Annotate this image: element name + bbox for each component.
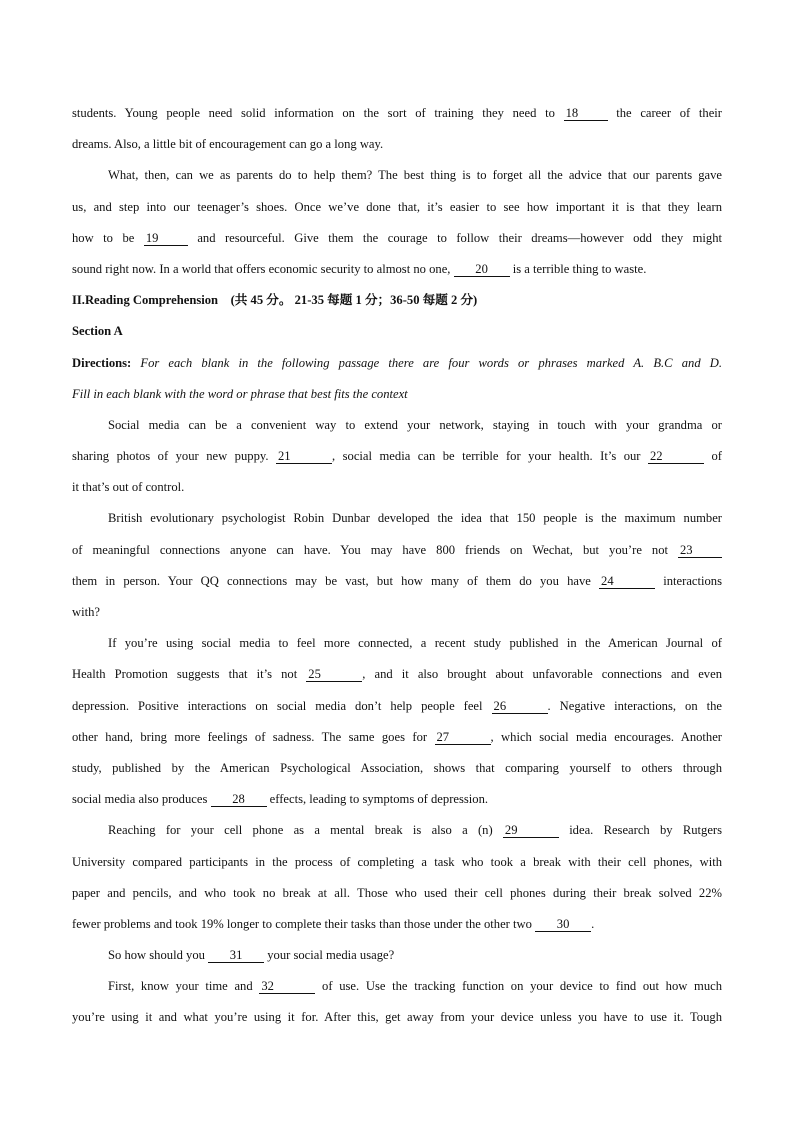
passage-line — [72, 535, 722, 566]
passage-line — [72, 659, 722, 690]
passage-line — [72, 566, 722, 597]
blank-31: 31 — [208, 948, 264, 963]
passage-line — [72, 98, 722, 129]
blank-32: 32 — [259, 979, 315, 994]
blank-28: 28 — [211, 792, 267, 807]
section-heading — [72, 285, 722, 316]
text: University compared participants in the process of completing a task who took a break with their cell phones, with — [72, 854, 722, 869]
text: Health Promotion suggests that it’s not — [72, 667, 298, 682]
blank-29: 29 — [503, 823, 559, 838]
text: , and it also brought about unfavorable connections and even — [362, 667, 722, 682]
passage-line — [72, 472, 722, 503]
passage-line — [72, 160, 722, 191]
text: . Negative interactions, on the — [547, 698, 722, 713]
blank-18: 18 — [564, 106, 608, 121]
passage-line — [72, 441, 722, 472]
text: Social media can be a convenient way to extend your network, staying in touch with your grandma or — [108, 417, 722, 432]
blank-23: 23 — [678, 543, 722, 558]
text: it that’s out of control. — [72, 480, 185, 495]
text: idea. Research by Rutgers — [569, 823, 722, 838]
text: your social media usage? — [267, 948, 395, 963]
text: us, and step into our teenager’s shoes. Once we’ve done that, it’s easier to see how important it is that they learn — [72, 199, 722, 214]
text: study, published by the American Psychological Association, shows that comparing yourself to others through — [72, 760, 722, 775]
text: students. Young people need solid information on the sort of training they need to — [72, 106, 555, 120]
blank-26: 26 — [492, 699, 548, 714]
passage-line — [72, 223, 722, 254]
passage-line — [72, 192, 722, 223]
text: What, then, can we as parents do to help them? The best thing is to forget all the advice that our parents gave — [108, 168, 722, 183]
text: If you’re using social media to feel more connected, a recent study published in the American Journal of — [108, 636, 722, 651]
directions-line — [72, 348, 722, 379]
text: of meaningful connections anyone can have. You may have 800 friends on Wechat, but you’re not — [72, 542, 668, 557]
text: paper and pencils, and who took no break at all. Those who used their cell phones during their break solved 22% — [72, 885, 722, 900]
text: effects, leading to symptoms of depression. — [269, 792, 489, 807]
text: depression. Positive interactions on social media don’t help people feel — [72, 698, 483, 713]
section-title: II.Reading Comprehension (共 45 分。 21-35 每题 1 分；36-50 每题 2 分) — [72, 293, 478, 308]
blank-24: 24 — [599, 574, 655, 589]
text: the career of their — [616, 106, 722, 120]
directions-text: For each blank in the following passage there are four words or phrases marked A. B.C and D. — [140, 355, 722, 370]
passage-line — [72, 129, 722, 160]
blank-19: 19 — [144, 231, 188, 246]
passage-line — [72, 784, 722, 815]
text: fewer problems and took 19% longer to complete their tasks than those under the other two — [72, 916, 532, 931]
passage-line — [72, 628, 722, 659]
passage-line — [72, 847, 722, 878]
text: with? — [72, 605, 100, 619]
text: . — [591, 916, 595, 931]
blank-27: 27 — [435, 730, 491, 745]
passage-line — [72, 1002, 722, 1033]
passage-line — [72, 503, 722, 534]
text: dreams. Also, a little bit of encouragement can go a long way. — [72, 137, 384, 152]
passage-line — [72, 597, 722, 628]
passage-line — [72, 971, 722, 1002]
section-subheading — [72, 316, 722, 347]
blank-25: 25 — [306, 667, 362, 682]
text: , social media can be terrible for your health. It’s our — [332, 449, 641, 464]
document-page — [72, 98, 722, 1034]
text: how to be — [72, 230, 135, 245]
text: and resourceful. Give them the courage to follow their dreams—however odd they might — [197, 230, 722, 245]
passage-line — [72, 815, 722, 846]
text: is a terrible thing to waste. — [512, 261, 647, 276]
blank-21: 21 — [276, 449, 332, 464]
passage-line — [72, 940, 722, 971]
text: sound right now. In a world that offers economic security to almost no one, — [72, 261, 451, 276]
passage-line — [72, 753, 722, 784]
text: sharing photos of your new puppy. — [72, 449, 269, 464]
passage-line — [72, 722, 722, 753]
directions-label: Directions: — [72, 355, 132, 370]
text: Reaching for your cell phone as a mental break is also a (n) — [108, 823, 493, 838]
text: First, know your time and — [108, 979, 253, 994]
directions-text: Fill in each blank with the word or phrase that best fits the context — [72, 386, 408, 401]
passage-line — [72, 878, 722, 909]
text: social media also produces — [72, 792, 208, 807]
passage-line — [72, 410, 722, 441]
text: British evolutionary psychologist Robin Dunbar developed the idea that 150 people is the maximum number — [108, 511, 722, 526]
blank-22: 22 — [648, 449, 704, 464]
text: them in person. Your QQ connections may be vast, but how many of them do you have — [72, 573, 591, 588]
text: interactions — [663, 573, 722, 588]
passage-line — [72, 691, 722, 722]
blank-20: 20 — [454, 262, 510, 277]
text: So how should you — [108, 948, 205, 963]
passage-line — [72, 254, 722, 285]
text: , which social media encourages. Another — [490, 729, 722, 744]
passage-line — [72, 909, 722, 940]
text: you’re using it and what you’re using it for. After this, get away from your device unless you have to use it. Tough — [72, 1010, 722, 1025]
text: of — [711, 449, 722, 464]
section-a-title: Section A — [72, 324, 123, 339]
blank-30: 30 — [535, 917, 591, 932]
text: of use. Use the tracking function on your device to find out how much — [322, 979, 722, 994]
directions-line — [72, 379, 722, 410]
text: other hand, bring more feelings of sadness. The same goes for — [72, 729, 428, 744]
